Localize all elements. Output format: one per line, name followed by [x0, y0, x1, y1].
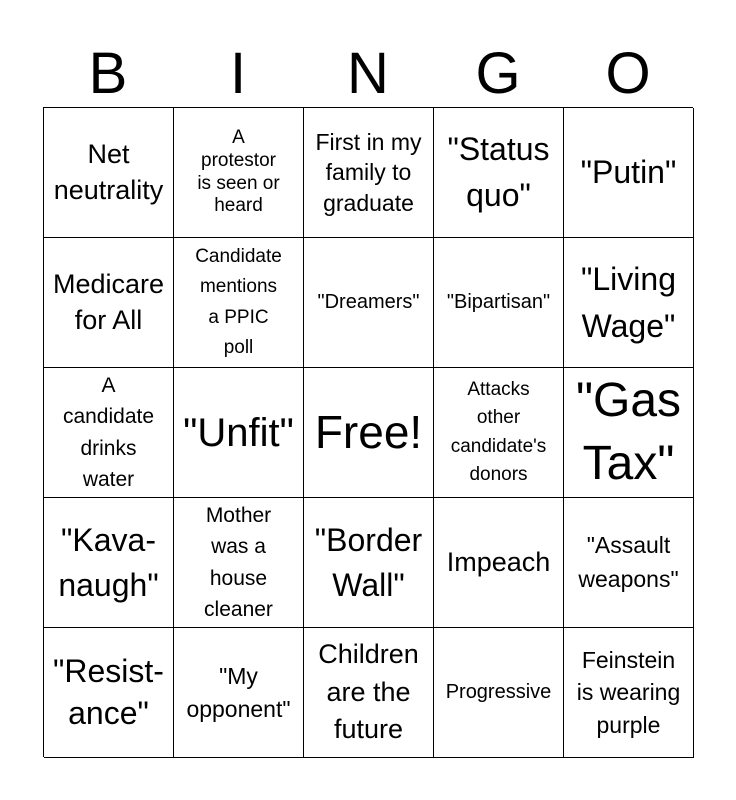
header-letter-o: O	[605, 41, 651, 106]
bingo-cell-r4c3[interactable]	[304, 498, 434, 628]
cell-text: "Kava- naugh"	[58, 521, 159, 603]
cell-text: Candidate mentions a PPIC poll	[195, 245, 282, 358]
bingo-cell-r1c3[interactable]	[304, 108, 434, 238]
cell-text: "Putin"	[580, 153, 677, 190]
bingo-cell-r2c4[interactable]	[434, 238, 564, 368]
cell-text: "Living Wage"	[581, 261, 676, 344]
bingo-cell-r3c5[interactable]	[564, 368, 694, 498]
cell-text: Net neutrality	[53, 138, 164, 205]
bingo-cell-r5c1[interactable]	[44, 628, 174, 758]
cell-text: "Gas Tax"	[575, 374, 682, 490]
cell-text: Mother was a house cleaner	[204, 503, 273, 621]
cell-text: "Border Wall"	[314, 521, 423, 603]
cell-text: Children are the future	[318, 638, 419, 745]
bingo-cell-r1c5[interactable]	[564, 108, 694, 238]
bingo-cell-r1c4[interactable]	[434, 108, 564, 238]
cell-text: "Dreamers"	[317, 291, 420, 313]
cell-text: "Assault weapons"	[578, 532, 679, 592]
bingo-cell-r3c4[interactable]	[434, 368, 564, 498]
cell-text: Attacks other candidate's donors	[450, 378, 547, 485]
bingo-cell-r4c5[interactable]	[564, 498, 694, 628]
cell-text: Medicare for All	[52, 268, 165, 335]
header-letter-i: I	[229, 41, 247, 106]
bingo-cell-r4c1[interactable]	[44, 498, 174, 628]
bingo-cell-r2c2[interactable]	[174, 238, 304, 368]
free-space: Free!	[314, 405, 423, 458]
cell-text: Progressive	[445, 681, 552, 703]
header-letter-b: B	[88, 41, 128, 106]
bingo-cell-r2c3[interactable]	[304, 238, 434, 368]
header-letter-n: N	[347, 41, 389, 106]
bingo-cell-r5c4[interactable]	[434, 628, 564, 758]
bingo-board	[43, 107, 693, 757]
bingo-header	[43, 40, 693, 108]
cell-text: Feinstein is wearing purple	[576, 647, 681, 738]
cell-text: First in my family to graduate	[315, 128, 422, 216]
bingo-cell-r3c1[interactable]	[44, 368, 174, 498]
cell-text: A protestor is seen or heard	[197, 126, 280, 217]
cell-text: Impeach	[446, 546, 551, 577]
bingo-cell-r5c3[interactable]	[304, 628, 434, 758]
bingo-cell-r1c2[interactable]	[174, 108, 304, 238]
header-letter-g: G	[475, 41, 521, 106]
bingo-cell-r3c3[interactable]	[304, 368, 434, 498]
bingo-cell-r4c4[interactable]	[434, 498, 564, 628]
bingo-cell-r5c2[interactable]	[174, 628, 304, 758]
bingo-cell-r2c5[interactable]	[564, 238, 694, 368]
bingo-cell-r2c1[interactable]	[44, 238, 174, 368]
cell-text: A candidate drinks water	[62, 373, 155, 491]
bingo-cell-r3c2[interactable]	[174, 368, 304, 498]
bingo-cell-r1c1[interactable]	[44, 108, 174, 238]
cell-text: "Bipartisan"	[446, 291, 551, 313]
bingo-cell-r4c2[interactable]	[174, 498, 304, 628]
cell-text: "My opponent"	[186, 663, 291, 722]
cell-text: "Unfit"	[183, 410, 294, 455]
bingo-cell-r5c5[interactable]	[564, 628, 694, 758]
cell-text: "Resist- ance"	[53, 652, 164, 731]
cell-text: "Status quo"	[447, 131, 550, 213]
